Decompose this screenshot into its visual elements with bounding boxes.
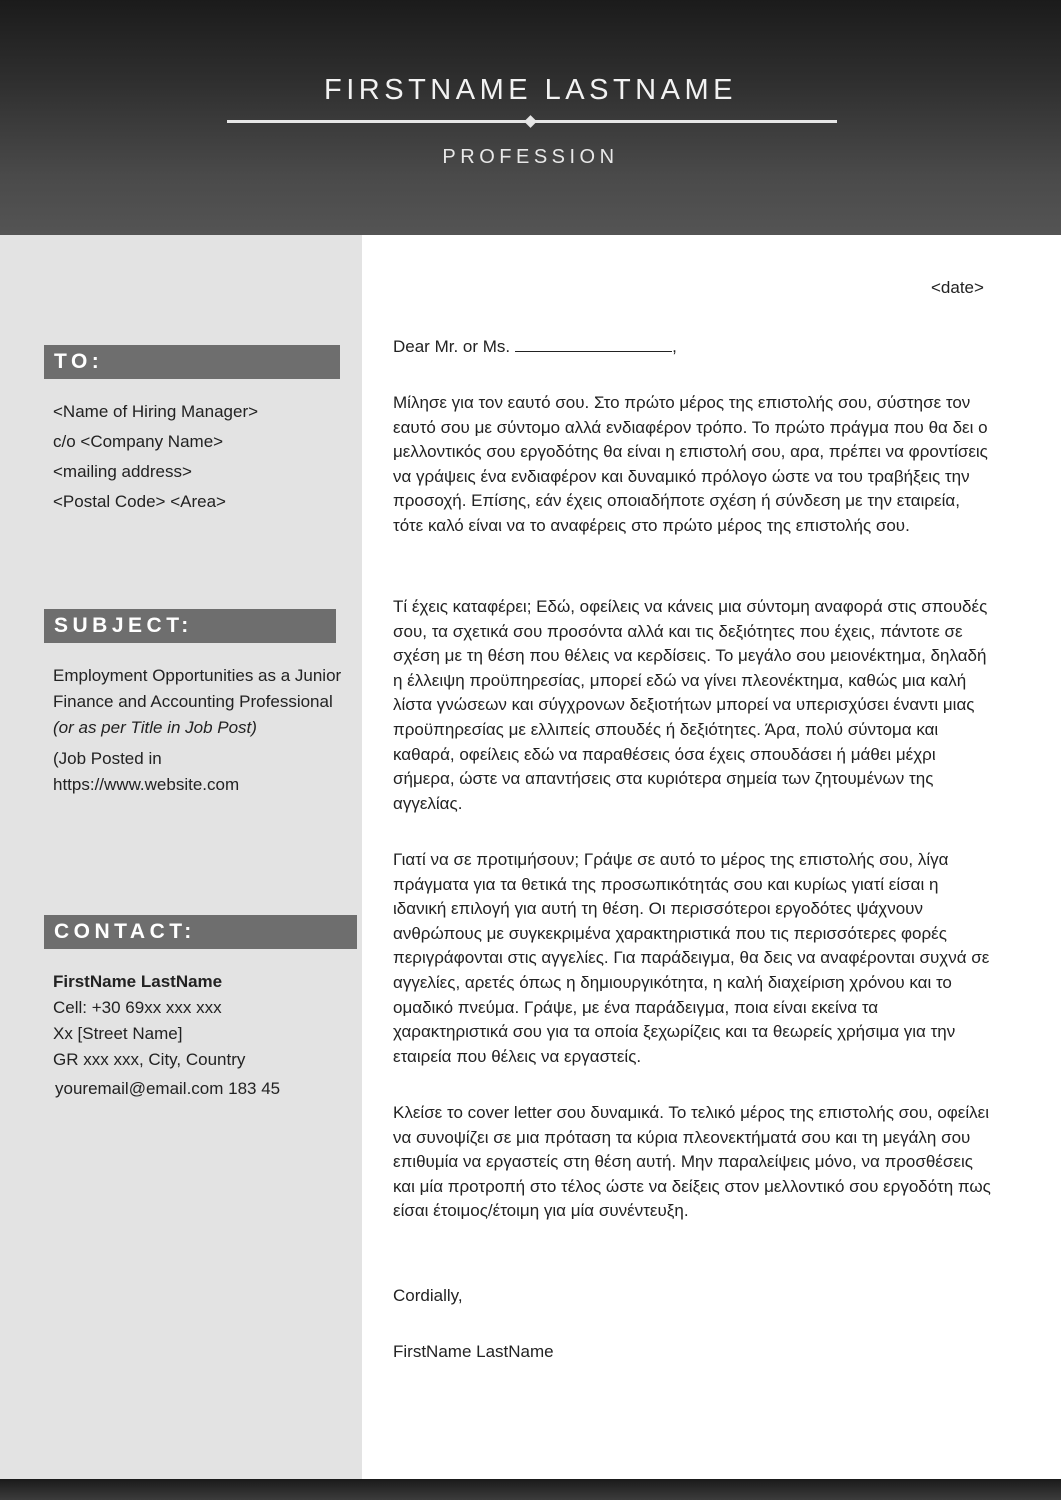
recipient-name: <Name of Hiring Manager> [53, 402, 259, 421]
salutation-comma: , [672, 337, 677, 356]
contact-heading: CONTACT: [44, 915, 357, 949]
paragraph-why-you: Γιατί να σε προτιμήσουν; Γράψε σε αυτό το μέρος της επιστολής σου, λίγα πράγματα για τα θετικά της προσωπικότητάς σου και κυρίως γιατί είσαι η ιδανική επιλογή για αυτή τη θέση. Οι περισσότεροι εργοδότες ψάχνουν ανθρώπους με συγκεκριμένα χαρακτηριστικά που τις περισσότερες φορές περιγράφονται στις αγγελίες. Για παράδειγμα, θα δεις να αναφέρονται συχνά σε αγγελίες, αρετές όπως η δημιουργικότητα, η καλή διαχείριση χρόνου και το ομαδικό πνεύμα. Γράψε, με ένα παράδειγμα, ποια είναι εκείνα τα χαρακτηριστικά σου για τα οποία ξεχωρίζεις και τα θεωρείς χρήσιμα για την εταιρεία που θέλεις να εργαστείς. [393, 850, 990, 1066]
subject-text-italic: (or as per Title in Job Post) [53, 718, 257, 737]
contact-city: GR xxx xxx, City, Country [53, 1050, 246, 1069]
subject-block [53, 663, 343, 798]
contact-email: youremail@email.com 183 45 [55, 1079, 281, 1098]
divider-diamond-icon [524, 115, 537, 128]
recipient-company: c/o <Company Name> [53, 432, 224, 451]
salutation [393, 337, 677, 357]
header-banner [0, 0, 1061, 235]
recipient-block [53, 397, 258, 517]
recipient-postal: <Postal Code> <Area> [53, 492, 226, 511]
recipient-blank-line [515, 338, 672, 352]
subject-text-main: Employment Opportunities as a Junior Finance and Accounting Professional [53, 666, 342, 711]
salutation-text: Dear Mr. or Ms. [393, 337, 511, 356]
contact-street: Xx [Street Name] [53, 1024, 183, 1043]
profession-title: PROFESSION [442, 146, 619, 168]
subject-text [53, 663, 343, 741]
closing-phrase: Cordially, [393, 1286, 463, 1305]
contact-name: FirstName LastName [53, 972, 223, 991]
footer-bar [0, 1479, 1061, 1500]
subject-heading: SUBJECT: [44, 609, 336, 643]
signature-name: FirstName LastName [393, 1342, 554, 1361]
letter-date: <date> [931, 278, 984, 297]
paragraph-achievements: Τί έχεις καταφέρει; Εδώ, οφείλεις να κάνεις μια σύντομη αναφορά στις σπουδές σου, τα σχετικά σου προσόντα αλλά και τις δεξιότητες που έχεις, πάντοτε σε σχέση με τη θέση που θέλεις να κερδίσεις. Το μεγάλο σου μειονέκτημα, δηλαδή η έλλειψη προϋπηρεσίας, μπορεί εδώ να γίνει πλεονέκτημα, καθώς μια καλή λίστα γνώσεων και σύγχρονων δεξιοτήτων μπορεί να υπερισχύσει έναντι μιας προϋπηρεσίας με ελλιπείς σπουδές ή δεξιότητες. Άρα, πολύ σύντομα και καθαρά, οφείλεις εδώ να παραθέσεις όσα έχεις σπουδάσει ή μάθει μέχρι σήμερα, ώστε να απαντήσεις στα κυριότερα σημεία των ζητουμένων της αγγελίας. [393, 597, 988, 813]
paragraph-intro: Μίλησε για τον εαυτό σου. Στο πρώτο μέρος της επιστολής σου, σύστησε τον εαυτό σου με σύντομο αλλά ενδιαφέρον τρόπο. Το πρώτο πράγμα που θα δει ο μελλοντικός σου εργοδότης θα είναι η επιστολή σου, αρα, πρέπει να φροντίσεις να γράψεις ένα ενδιαφέρον και δυναμικό πρόλογο ώστε να του τραβήξεις την προσοχή. Επίσης, εάν έχεις οποιαδήποτε σχέση ή σύνδεση με την εταιρεία, τότε καλό είναι να το αναφέρεις στο πρώτο μέρος της επιστολής σου. [393, 393, 988, 535]
contact-cell: Cell: +30 69xx xxx xxx [53, 998, 222, 1017]
paragraph-closing: Κλείσε το cover letter σου δυναμικά. Το τελικό μέρος της επιστολής σου, οφείλει να συνοψίζει σε μια πρόταση τα κύρια πλεονεκτήματά σου και τη μεγάλη σου επιθυμία να εργαστείς στη θέση αυτή. Μην παραλείψεις μόνο, να προσθέσεις και μία προτροπή στο τέλος ώστε να δείξεις στον μελλοντικό σου εργοδότη πως είσαι έτοιμος/έτοιμη για μία συνέντευξη. [393, 1103, 991, 1221]
recipient-address: <mailing address> [53, 462, 192, 481]
to-heading: TO: [44, 345, 340, 379]
applicant-name: FIRSTNAME LASTNAME [324, 74, 737, 106]
contact-block [53, 969, 280, 1102]
job-posted-text: (Job Posted in https://www.website.com [53, 749, 240, 794]
